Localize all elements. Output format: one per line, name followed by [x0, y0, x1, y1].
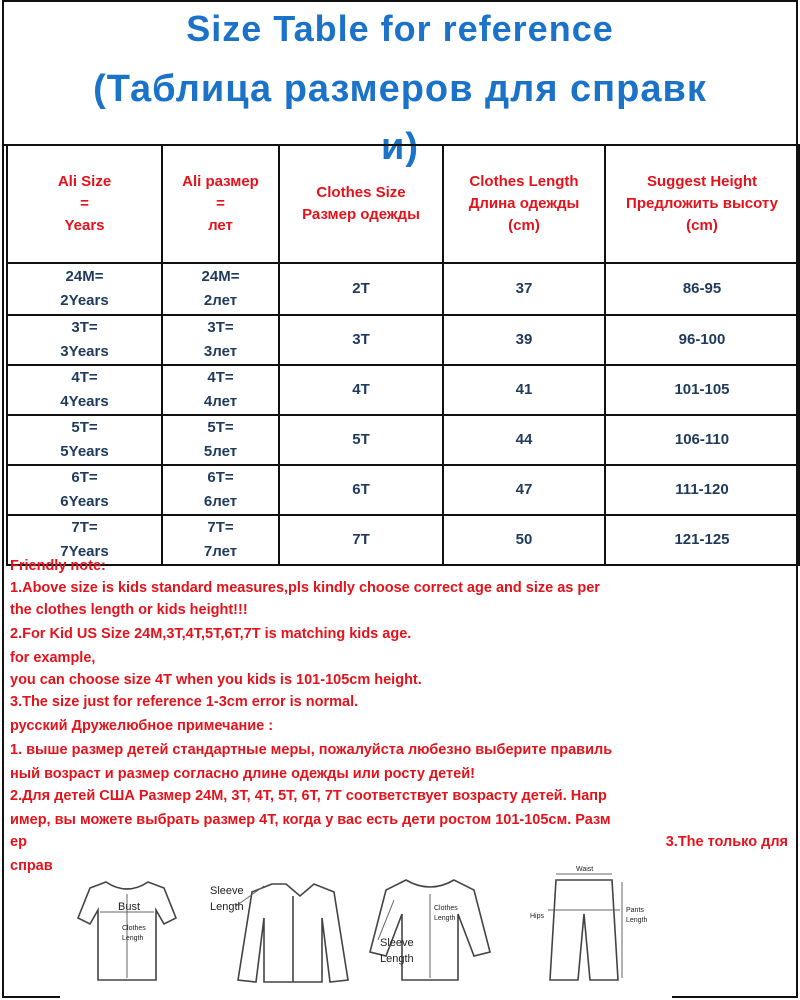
sleeve-length-label-1: Length [210, 901, 244, 913]
garment-diagram [60, 860, 672, 998]
cell-height: 96-100 [605, 315, 799, 365]
table-row [7, 365, 799, 415]
header-ali-razmer: Ali размер = лет [162, 145, 279, 263]
pants-label: Pants [626, 907, 644, 914]
cell-size: 7T [279, 515, 443, 565]
note-line: ный возраст и размер согласно длине одежды или росту детей! [10, 766, 475, 782]
cell-let: 3T= 3лет [162, 315, 279, 365]
cell-years: 6T= 6Years [7, 465, 162, 515]
cell-let: 4T= 4лет [162, 365, 279, 415]
table-row [7, 263, 799, 315]
title-line-english: Size Table for reference [186, 8, 614, 49]
cell-height: 86-95 [605, 263, 799, 315]
waist-label: Waist [576, 866, 594, 873]
note-line: справ [10, 858, 53, 874]
cell-size: 3T [279, 315, 443, 365]
note-line: ер [10, 834, 27, 850]
cell-height: 121-125 [605, 515, 799, 565]
cell-let: 5T= 5лет [162, 415, 279, 465]
sleeve-label-2: Sleeve [380, 937, 414, 949]
title-line-overflow: и) [380, 126, 419, 168]
cell-height: 106-110 [605, 415, 799, 465]
table-row [7, 415, 799, 465]
note-line: for example, [10, 650, 96, 666]
cell-years: 4T= 4Years [7, 365, 162, 415]
bust-label: Bust [118, 901, 141, 913]
cell-length: 41 [443, 365, 605, 415]
longsleeve-icon [370, 880, 490, 980]
note-line: 3.The только для [665, 834, 788, 850]
note-line: the clothes length or kids height!!! [10, 602, 248, 618]
note-line: 3.The size just for reference 1-3cm error is normal. [10, 694, 359, 710]
clothes-label-2: Clothes [434, 905, 458, 912]
shirt-icon [236, 884, 348, 982]
cell-length: 50 [443, 515, 605, 565]
note-line: имер, вы можете выбрать размер 4T, когда у вас есть дети ростом 101-105см. Разм [10, 812, 611, 828]
table-row [7, 315, 799, 365]
cell-size: 6T [279, 465, 443, 515]
sleeve-length-label-2: Length [380, 953, 414, 965]
table-row [7, 465, 799, 515]
note-line: 1. выше размер детей стандартные меры, пожалуйста любезно выберите правиль [10, 742, 613, 758]
cell-size: 5T [279, 415, 443, 465]
cell-years: 5T= 5Years [7, 415, 162, 465]
note-heading: Friendly note: [10, 558, 106, 574]
note-line: you can choose size 4T when you kids is 101-105cm height. [10, 672, 422, 688]
cell-size: 2T [279, 263, 443, 315]
header-suggest-height: Suggest Height Предложить высоту (cm) [605, 145, 799, 263]
length-label: Length [122, 935, 144, 942]
clothes-label: Clothes [122, 925, 146, 932]
measurement-illustration [60, 860, 672, 998]
note-russian-heading: русский Дружелюбное примечание : [10, 718, 274, 734]
hips-label: Hips [530, 913, 545, 920]
cell-height: 101-105 [605, 365, 799, 415]
length-label-2: Length [434, 915, 456, 922]
cell-years: 3T= 3Years [7, 315, 162, 365]
header-clothes-length: Clothes Length Длина одежды (cm) [443, 145, 605, 263]
cell-let: 6T= 6лет [162, 465, 279, 515]
cell-let: 7T= 7лет [162, 515, 279, 565]
sleeve-label-1: Sleeve [210, 885, 244, 897]
cell-let: 24M= 2лет [162, 263, 279, 315]
title-block [4, 2, 796, 168]
cell-years: 24M= 2Years [7, 263, 162, 315]
cell-size: 4T [279, 365, 443, 415]
cell-length: 39 [443, 315, 605, 365]
cell-length: 47 [443, 465, 605, 515]
table-header-row [7, 145, 799, 263]
note-line: 2.Для детей США Размер 24M, 3T, 4T, 5T, 6T, 7T соответствует возрасту детей. Напр [10, 788, 607, 804]
header-clothes-size: Clothes Size Размер одежды [279, 145, 443, 263]
size-table [6, 144, 800, 566]
cell-length: 44 [443, 415, 605, 465]
cell-length: 37 [443, 263, 605, 315]
note-line: 2.For Kid US Size 24M,3T,4T,5T,6T,7T is matching kids age. [10, 626, 412, 642]
title-line-russian: (Таблица размеров для справк [93, 68, 707, 110]
size-chart-frame [2, 0, 798, 998]
cell-years: 7T= 7Years [7, 515, 162, 565]
pants-icon [548, 874, 622, 980]
cell-height: 111-120 [605, 465, 799, 515]
pants-length-label: Length [626, 917, 648, 924]
note-line: 1.Above size is kids standard measures,pls kindly choose correct age and size as per [10, 580, 600, 596]
header-ali-size: Ali Size = Years [7, 145, 162, 263]
